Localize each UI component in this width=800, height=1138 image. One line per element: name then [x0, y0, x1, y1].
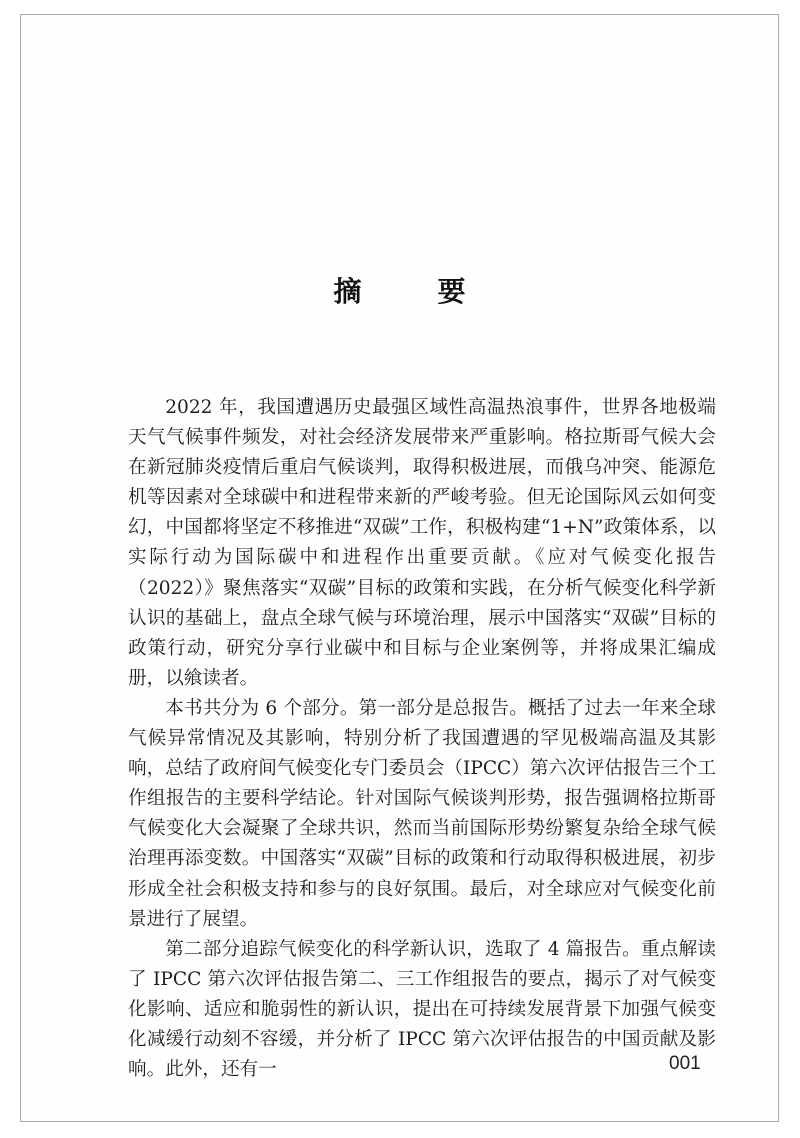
page-number: 001: [669, 1053, 701, 1074]
paragraph-1: 2022 年，我国遭遇历史最强区域性高温热浪事件，世界各地极端天气气候事件频发，对社会经济发展带来严重影响。格拉斯哥气候大会在新冠肺炎疫情后重启气候谈判，取得积极进展，而俄乌冲突、能源危机等因素对全球碳中和进程带来新的严峻考验。但无论国际风云如何变幻，中国都将坚定不移推进“双碳”工作，积极构建“1+N”政策体系，以实际行动为国际碳中和进程作出重要贡献。《应对气候变化报告（2022）》聚焦落实“双碳”目标的政策和实践，在分析气候变化科学新认识的基础上，盘点全球气候与环境治理，展示中国落实“双碳”目标的政策行动，研究分享行业碳中和目标与企业案例等，并将成果汇编成册，以飨读者。: [128, 397, 716, 689]
page-title: 摘 要: [333, 275, 490, 308]
body-text: [128, 393, 716, 1085]
paragraph-2: 本书共分为 6 个部分。第一部分是总报告。概括了过去一年来全球气候异常情况及其影响，特别分析了我国遭遇的罕见极端高温及其影响，总结了政府间气候变化专门委员会（IPCC）第六次评估报告三个工作组报告的主要科学结论。针对国际气候谈判形势，报告强调格拉斯哥气候变化大会凝聚了全球共识，然而当前国际形势纷繁复杂给全球气候治理再添变数。中国落实“双碳”目标的政策和行动取得积极进展，初步形成全社会积极支持和参与的良好氛围。最后，对全球应对气候变化前景进行了展望。: [128, 697, 716, 930]
document-page: [20, 14, 779, 1122]
paragraph-3: 第二部分追踪气候变化的科学新认识，选取了 4 篇报告。重点解读了 IPCC 第六次评估报告第二、三工作组报告的要点，揭示了对气候变化影响、适应和脆弱性的新认识，提出在可持续发展背景下加强气候变化减缓行动刻不容缓，并分析了 IPCC 第六次评估报告的中国贡献及影响。此外，还有一: [128, 938, 716, 1081]
